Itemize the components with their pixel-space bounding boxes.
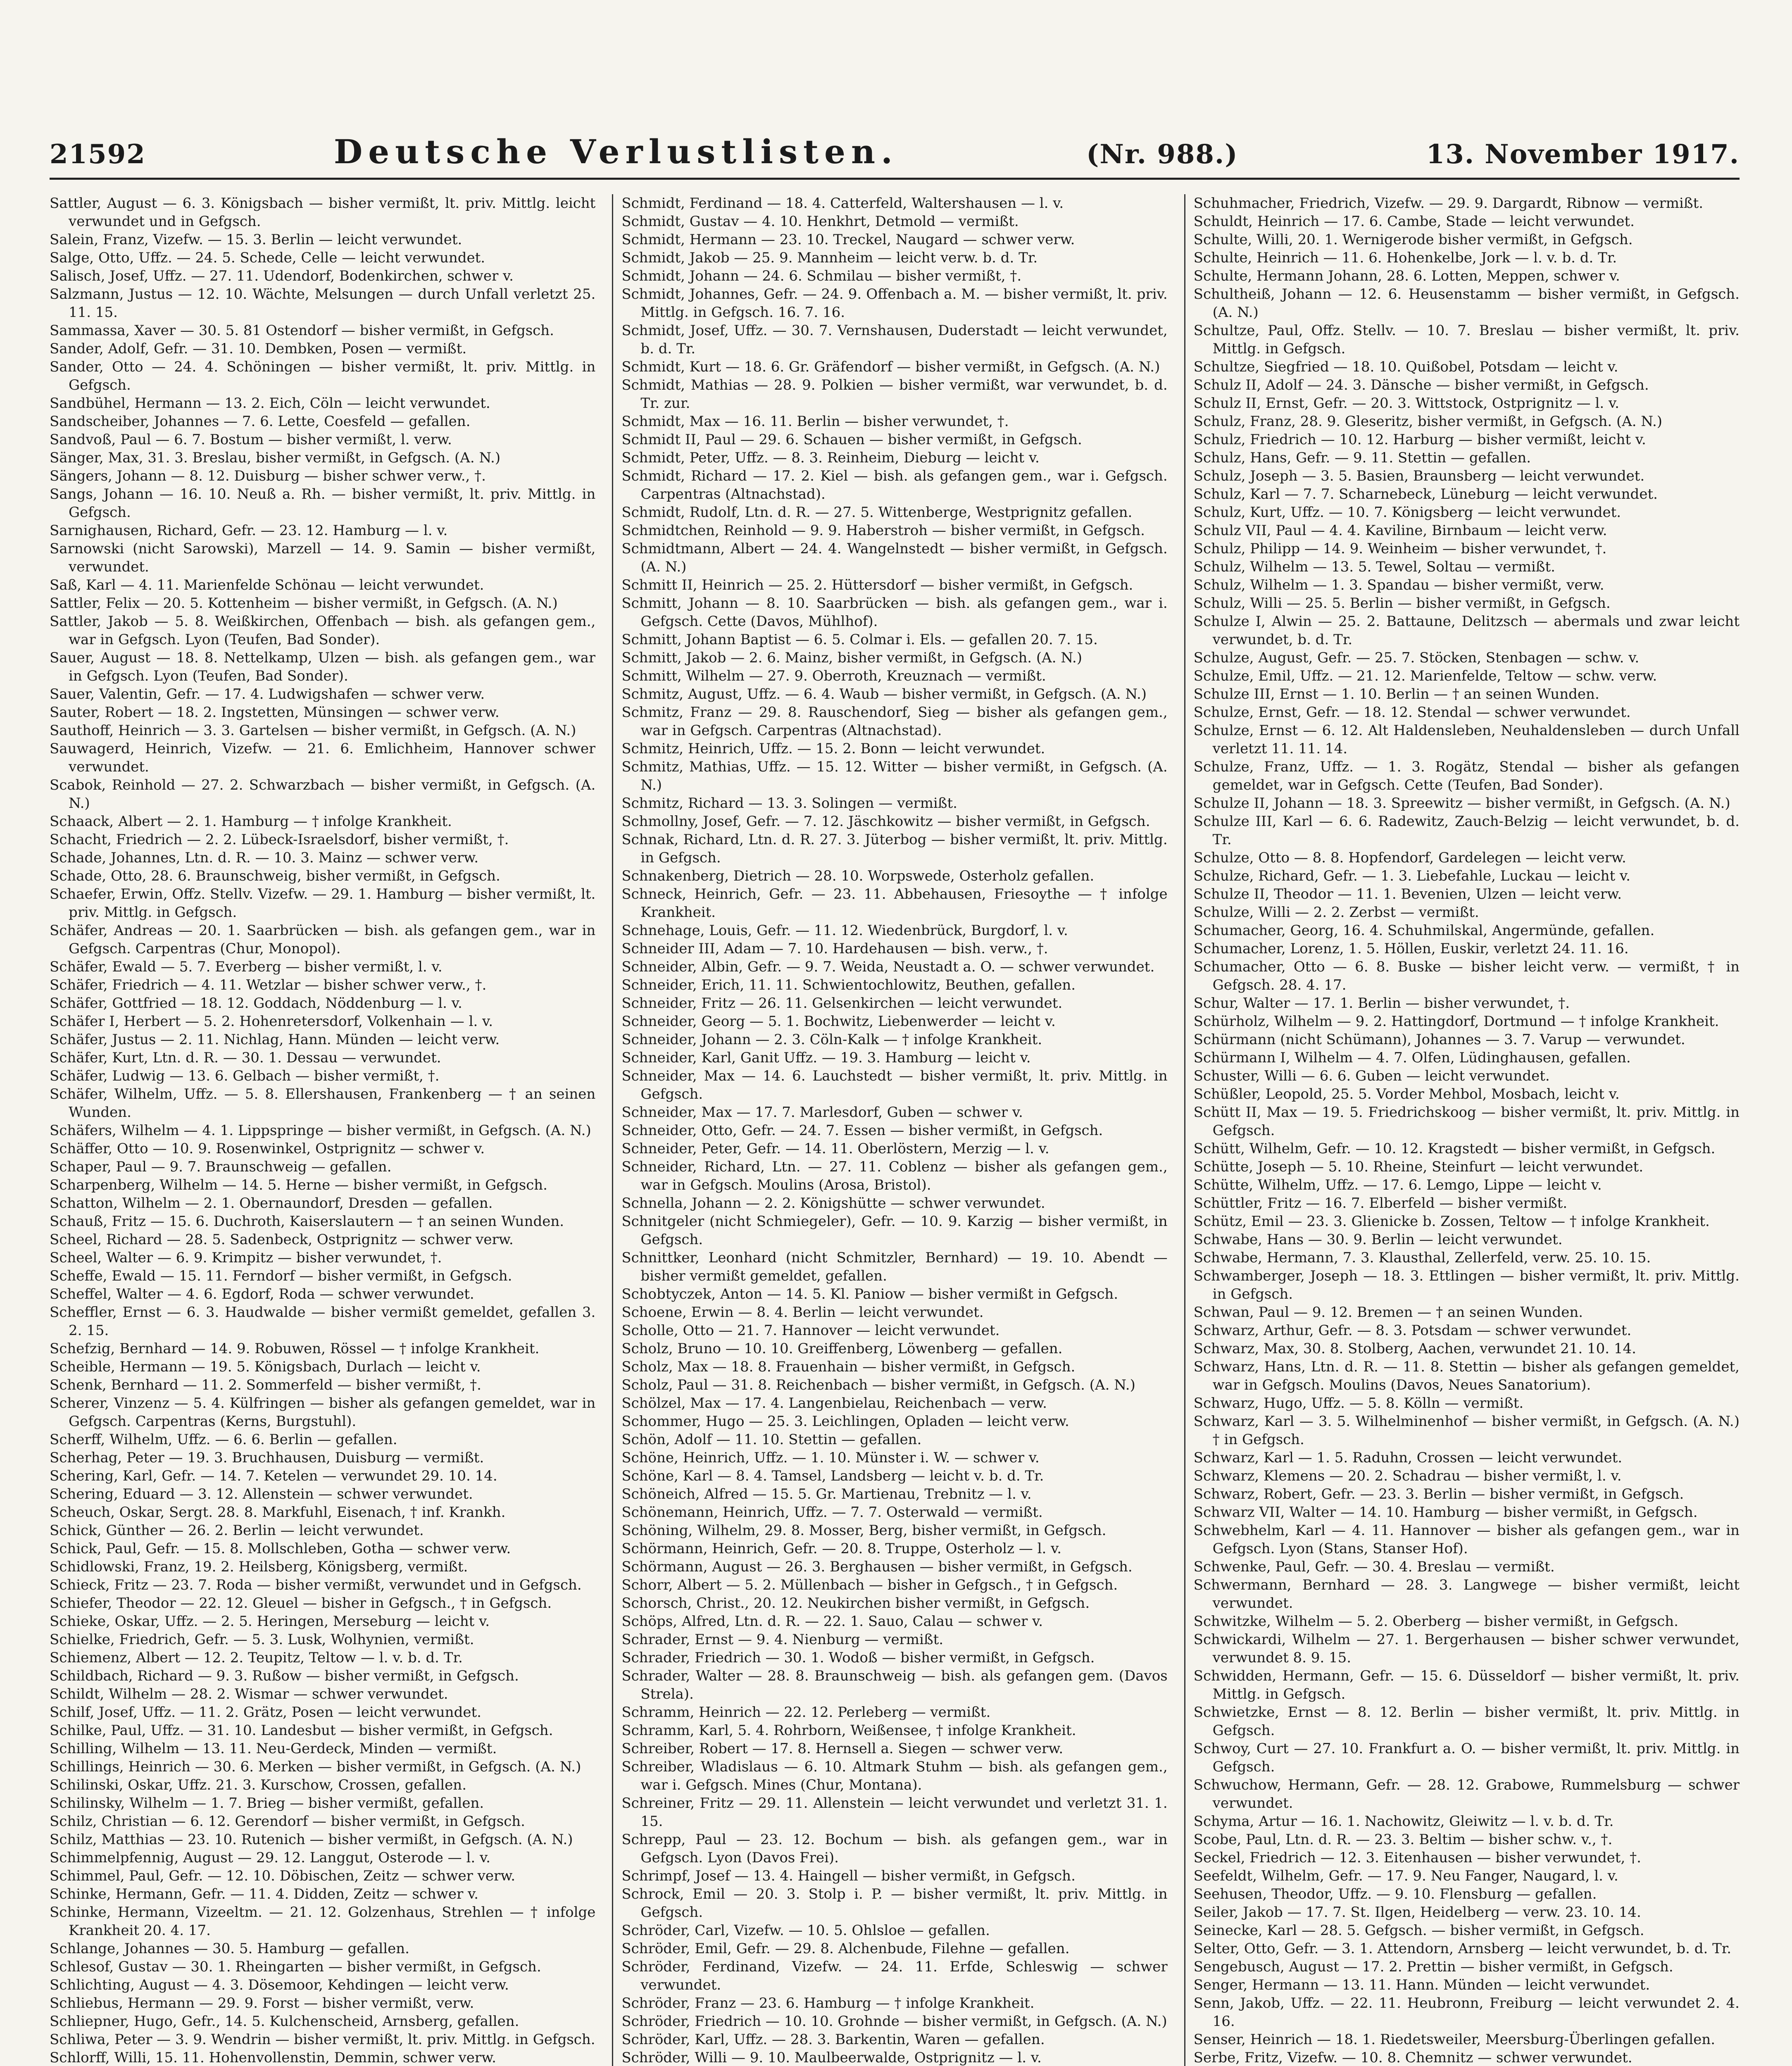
casualty-entry: Schrepp, Paul — 23. 12. Bochum — bish. als gefangen gem., war in Gefgsch. Lyon (Davos Frei). (621, 1831, 1168, 1866)
page-header (50, 132, 1740, 180)
casualty-entry: Scheible, Hermann — 19. 5. Königsbach, Durlach — leicht v. (50, 1359, 481, 1375)
casualty-entry: Schulze, Richard, Gefr. — 1. 3. Liebefahle, Luckau — leicht v. (1193, 868, 1630, 884)
casualty-entry: Schürmann (nicht Schümann), Johannes — 3. 7. Varup — verwundet. (1193, 1031, 1685, 1048)
casualty-entry: Schneider, Karl, Ganit Uffz. — 19. 3. Hamburg — leicht v. (621, 1050, 1031, 1066)
casualty-entry: Schäfer, Ewald — 5. 7. Everberg — bisher vermißt, l. v. (50, 959, 443, 975)
casualty-entry: Schulte, Willi, 20. 1. Wernigerode bisher vermißt, in Gefgsch. (1193, 231, 1633, 248)
casualty-entry: Schramm, Heinrich — 22. 12. Perleberg — vermißt. (621, 1704, 991, 1721)
casualty-entry: Schulz VII, Paul — 4. 4. Kaviline, Birnbaum — leicht verw. (1193, 522, 1607, 539)
casualty-entry: Serbe, Fritz, Vizefw. — 10. 8. Chemnitz — schwer verwundet. (1193, 2049, 1633, 2066)
casualty-entry: Schwietzke, Ernst — 8. 12. Berlin — bisher vermißt, lt. priv. Mittlg. in Gefgsch. (1193, 1704, 1740, 1739)
casualty-entry: Schäffer, Otto — 10. 9. Rosenwinkel, Ostprignitz — schwer v. (50, 1140, 485, 1157)
casualty-entry: Schöps, Alfred, Ltn. d. R. — 22. 1. Sauo, Calau — schwer v. (621, 1613, 1043, 1630)
casualty-entry: Schnella, Johann — 2. 2. Königshütte — schwer verwundet. (621, 1195, 1045, 1212)
casualty-entry: Schnehage, Louis, Gefr. — 11. 12. Wiedenbrück, Burgdorf, l. v. (621, 922, 1068, 939)
casualty-entry: Schenk, Bernhard — 11. 2. Sommerfeld — bisher vermißt, †. (50, 1377, 481, 1393)
casualty-entry: Scholz, Bruno — 10. 10. Greiffenberg, Löwenberg — gefallen. (621, 1340, 1063, 1357)
casualty-entry: Salzmann, Justus — 12. 10. Wächte, Melsungen — durch Unfall verletzt 25. 11. 15. (50, 286, 596, 321)
casualty-entry: Schulze, Otto — 8. 8. Hopfendorf, Gardelegen — leicht verw. (1193, 850, 1626, 866)
casualty-entry: Schreiber, Robert — 17. 8. Hernsell a. Siegen — schwer verw. (621, 1740, 1064, 1757)
casualty-entry: Schur, Walter — 17. 1. Berlin — bisher verwundet, †. (1193, 995, 1570, 1012)
casualty-entry: Schüttler, Fritz — 16. 7. Elberfeld — bisher vermißt. (1193, 1195, 1568, 1212)
casualty-entry: Schommer, Hugo — 25. 3. Leichlingen, Opladen — leicht verw. (621, 1413, 1069, 1430)
casualty-entry: Schliwa, Peter — 3. 9. Wendrin — bisher vermißt, lt. priv. Mittlg. in Gefgsch. (50, 2031, 595, 2048)
casualty-entry: Schäfer, Kurt, Ltn. d. R. — 30. 1. Dessau — verwundet. (50, 1050, 441, 1066)
casualty-entry: Schmidt, Johann — 24. 6. Schmilau — bisher vermißt, †. (621, 268, 1022, 284)
casualty-entry: Schwarz, Klemens — 20. 2. Schadrau — bisher vermißt, l. v. (1193, 1468, 1622, 1484)
casualty-entry: Schneider, Fritz — 26. 11. Gelsenkirchen — leicht verwundet. (621, 995, 1063, 1012)
casualty-entry: Schulze, Emil, Uffz. — 21. 12. Marienfelde, Teltow — schw. verw. (1193, 668, 1657, 684)
casualty-entry: Schön, Adolf — 11. 10. Stettin — gefallen. (621, 1431, 922, 1448)
casualty-entry: Schiefer, Theodor — 22. 12. Gleuel — bisher in Gefgsch., † in Gefgsch. (50, 1595, 552, 1611)
casualty-entry: Schumacher, Georg, 16. 4. Schuhmilskal, Angermünde, gefallen. (1193, 922, 1655, 939)
casualty-entry: Schinke, Hermann, Vizeeltm. — 21. 12. Golzenhaus, Strehlen — † infolge Krankheit 20. 4. 17. (50, 1904, 596, 1939)
casualty-entry: Schaper, Paul — 9. 7. Braunschweig — gefallen. (50, 1159, 392, 1175)
casualty-entry: Sängers, Johann — 8. 12. Duisburg — bisher schwer verw., †. (50, 468, 486, 484)
casualty-entry: Schulze, Ernst, Gefr. — 18. 12. Stendal — schwer verwundet. (1193, 704, 1631, 721)
casualty-entry: Sandvoß, Paul — 6. 7. Bostum — bisher vermißt, l. verw. (50, 431, 452, 448)
casualty-entry: Schmitz, Heinrich, Uffz. — 15. 2. Bonn — leicht verwundet. (621, 740, 1045, 757)
casualty-entry: Schulz, Wilhelm — 1. 3. Spandau — bisher vermißt, verw. (1193, 577, 1604, 593)
casualty-entry: Schörmann, August — 26. 3. Berghausen — bisher vermißt, in Gefgsch. (621, 1559, 1133, 1575)
casualty-entry: Schnak, Richard, Ltn. d. R. 27. 3. Jüterbog — bisher vermißt, lt. priv. Mittlg. in Gefgsch. (621, 831, 1168, 866)
casualty-entry: Sattler, Jakob — 5. 8. Weißkirchen, Offenbach — bish. als gefangen gem., war in Gefgsch. Lyon (Teufen, Bad Sonder). (50, 613, 596, 648)
casualty-entry: Schyma, Artur — 16. 1. Nachowitz, Gleiwitz — l. v. b. d. Tr. (1193, 1813, 1614, 1830)
casualty-entry: Schilke, Paul, Uffz. — 31. 10. Landesbut — bisher vermißt, in Gefgsch. (50, 1722, 553, 1739)
casualty-entry: Schmitz, Richard — 13. 3. Solingen — vermißt. (621, 795, 957, 812)
casualty-entry: Schering, Karl, Gefr. — 14. 7. Ketelen — verwundet 29. 10. 14. (50, 1468, 497, 1484)
issue-number: (Nr. 988.) (1086, 139, 1238, 170)
casualty-entry: Schauß, Fritz — 15. 6. Duchroth, Kaiserslautern — † an seinen Wunden. (50, 1213, 564, 1230)
page-number: 21592 (50, 139, 146, 170)
casualty-entry: Seinecke, Karl — 28. 5. Gefgsch. — bisher vermißt, in Gefgsch. (1193, 1922, 1644, 1939)
casualty-entry: Schörmann, Heinrich, Gefr. — 20. 8. Truppe, Osterholz — l. v. (621, 1540, 1062, 1557)
casualty-entry: Schmitt, Wilhelm — 27. 9. Oberroth, Kreuznach — vermißt. (621, 668, 1046, 684)
casualty-entry: Schuster, Willi — 6. 6. Guben — leicht verwundet. (1193, 1068, 1550, 1084)
casualty-entry: Schick, Paul, Gefr. — 15. 8. Mollschleben, Gotha — schwer verw. (50, 1540, 511, 1557)
casualty-entry: Schrader, Walter — 28. 8. Braunschweig — bish. als gefangen gem. (Davos Strela). (621, 1668, 1168, 1702)
casualty-entry: Schwarz, Hans, Ltn. d. R. — 11. 8. Stettin — bisher als gefangen gemeldet, war in Gefgsch. Moulins (Davos, Neues Sanatorium). (1193, 1359, 1740, 1393)
casualty-entry: Schinke, Hermann, Gefr. — 11. 4. Didden, Zeitz — schwer v. (50, 1886, 478, 1902)
casualty-entry: Schulze II, Johann — 18. 3. Spreewitz — bisher vermißt, in Gefgsch. (A. N.) (1193, 795, 1730, 812)
casualty-entry: Senger, Hermann — 13. 11. Hann. Münden — leicht verwundet. (1193, 1977, 1650, 1993)
casualty-entry: Schramm, Karl, 5. 4. Rohrborn, Weißensee, † infolge Krankheit. (621, 1722, 1076, 1739)
casualty-entry: Schürmann I, Wilhelm — 4. 7. Olfen, Lüdinghausen, gefallen. (1193, 1050, 1631, 1066)
casualty-entry: Selter, Otto, Gefr. — 3. 1. Attendorn, Arnsberg — leicht verwundet, b. d. Tr. (1193, 1940, 1732, 1957)
casualty-entry: Schulze, Franz, Uffz. — 1. 3. Rogätz, Stendal — bisher als gefangen gemeldet, war in Gefgsch. Cette (Teufen, Bad Sonder). (1193, 759, 1740, 793)
casualty-entry: Schwarz, Karl — 1. 5. Raduhn, Crossen — leicht verwundet. (1193, 1450, 1623, 1466)
casualty-entry: Schulze, Willi — 2. 2. Zerbst — vermißt. (1193, 904, 1479, 921)
casualty-entry: Schatton, Wilhelm — 2. 1. Obernaundorf, Dresden — gefallen. (50, 1195, 493, 1212)
casualty-entry: Schäfers, Wilhelm — 4. 1. Lippspringe — bisher vermißt, in Gefgsch. (A. N.) (50, 1122, 591, 1139)
casualty-entry: Schulte, Hermann Johann, 28. 6. Lotten, Meppen, schwer v. (1193, 268, 1620, 284)
casualty-entry: Schorsch, Christ., 20. 12. Neukirchen bisher vermißt, in Gefgsch. (621, 1595, 1090, 1611)
publication-title: Deutsche Verlustlisten. (333, 132, 898, 171)
casualty-entry: Schölzel, Max — 17. 4. Langenbielau, Reichenbach — verw. (621, 1395, 1047, 1411)
casualty-entry: Schildbach, Richard — 9. 3. Rußow — bisher vermißt, in Gefgsch. (50, 1668, 519, 1684)
casualty-entry: Scheffe, Ewald — 15. 11. Ferndorf — bisher vermißt, in Gefgsch. (50, 1268, 512, 1284)
column-left (50, 194, 595, 2066)
casualty-entry: Schumacher, Lorenz, 1. 5. Höllen, Euskir, verletzt 24. 11. 16. (1193, 940, 1629, 957)
casualty-entry: Scharpenberg, Wilhelm — 14. 5. Herne — bisher vermißt, in Gefgsch. (50, 1177, 547, 1193)
casualty-entry: Schulz, Franz, 28. 9. Gleseritz, bisher vermißt, in Gefgsch. (A. N.) (1193, 413, 1663, 430)
casualty-entry: Schmitz, Mathias, Uffz. — 15. 12. Witter — bisher vermißt, in Gefgsch. (A. N.) (621, 759, 1168, 793)
casualty-entry: Schütt, Wilhelm, Gefr. — 10. 12. Kragstedt — bisher vermißt, in Gefgsch. (1193, 1140, 1716, 1157)
casualty-entry: Schwebhelm, Karl — 4. 11. Hannover — bisher als gefangen gem., war in Gefgsch. Lyon (Stans, Stanser Hof). (1193, 1522, 1740, 1557)
casualty-entry: Scheffel, Walter — 4. 6. Egdorf, Roda — schwer verwundet. (50, 1286, 474, 1302)
casualty-entry: Schröder, Carl, Vizefw. — 10. 5. Ohlsloe — gefallen. (621, 1922, 990, 1939)
casualty-entry: Schumacher, Otto — 6. 8. Buske — bisher leicht verw. — vermißt, † in Gefgsch. 28. 4. 17. (1193, 959, 1740, 993)
casualty-entry: Schäfer, Andreas — 20. 1. Saarbrücken — bish. als gefangen gem., war in Gefgsch. Carpentras (Chur, Monopol). (50, 922, 596, 957)
casualty-entry: Schmollny, Josef, Gefr. — 7. 12. Jäschkowitz — bisher vermißt, in Gefgsch. (621, 813, 1150, 830)
casualty-entry: Schneider, Albin, Gefr. — 9. 7. Weida, Neustadt a. O. — schwer verwundet. (621, 959, 1155, 975)
casualty-entry: Schmitt, Johann — 8. 10. Saarbrücken — bish. als gefangen gem., war i. Gefgsch. Cette (Davos, Mühlhof). (621, 595, 1168, 630)
casualty-entry: Schulze, Ernst — 6. 12. Alt Haldensleben, Neuhaldensleben — durch Unfall verletzt 11. 11. 14. (1193, 722, 1740, 757)
casualty-entry: Schüßler, Leopold, 25. 5. Vorder Mehbol, Mosbach, leicht v. (1193, 1086, 1620, 1102)
casualty-entry: Seckel, Friedrich — 12. 3. Eitenhausen — bisher verwundet, †. (1193, 1849, 1641, 1866)
casualty-entry: Schilling, Wilhelm — 13. 11. Neu-Gerdeck, Minden — vermißt. (50, 1740, 497, 1757)
casualty-entry: Sarnighausen, Richard, Gefr. — 23. 12. Hamburg — l. v. (50, 522, 448, 539)
casualty-entry: Schering, Eduard — 3. 12. Allenstein — schwer verwundet. (50, 1486, 473, 1502)
casualty-entry: Schultheiß, Johann — 12. 6. Heusenstamm — bisher vermißt, in Gefgsch. (A. N.) (1193, 286, 1740, 321)
casualty-entry: Scobe, Paul, Ltn. d. R. — 23. 3. Beltim — bisher schw. v., †. (1193, 1831, 1613, 1848)
casualty-entry: Schwickardi, Wilhelm — 27. 1. Bergerhausen — bisher schwer verwundet, verwundet 8. 9. 15. (1193, 1631, 1740, 1666)
casualty-entry: Schröder, Friedrich — 10. 10. Grohnde — bisher vermißt, in Gefgsch. (A. N.) (621, 2013, 1167, 2030)
casualty-entry: Schmidt, Mathias — 28. 9. Polkien — bisher vermißt, war verwundet, b. d. Tr. zur. (621, 377, 1168, 412)
casualty-entry: Schwidden, Hermann, Gefr. — 15. 6. Düsseldorf — bisher vermißt, lt. priv. Mittlg. in Gefgsch. (1193, 1668, 1740, 1702)
casualty-entry: Salge, Otto, Uffz. — 24. 5. Schede, Celle — leicht verwundet. (50, 250, 485, 266)
casualty-entry: Schwuchow, Hermann, Gefr. — 28. 12. Grabowe, Rummelsburg — schwer verwundet. (1193, 1777, 1740, 1811)
casualty-entry: Schwermann, Bernhard — 28. 3. Langwege — bisher vermißt, leicht verwundet. (1193, 1577, 1740, 1611)
casualty-entry: Schöning, Wilhelm, 29. 8. Mosser, Berg, bisher vermißt, in Gefgsch. (621, 1522, 1107, 1539)
casualty-entry: Schefzig, Bernhard — 14. 9. Robuwen, Rössel — † infolge Krankheit. (50, 1340, 540, 1357)
casualty-entry: Schöneich, Alfred — 15. 5. Gr. Martienau, Trebnitz — l. v. (621, 1486, 1032, 1502)
casualty-entry: Schnittker, Leonhard (nicht Schmitzler, Bernhard) — 19. 10. Abendt — bisher vermißt gemeldet, gefallen. (621, 1250, 1168, 1284)
casualty-entry: Schwenke, Paul, Gefr. — 30. 4. Breslau — vermißt. (1193, 1559, 1555, 1575)
casualty-entry: Salein, Franz, Vizefw. — 15. 3. Berlin — leicht verwundet. (50, 231, 462, 248)
casualty-entry: Schrader, Ernst — 9. 4. Nienburg — vermißt. (621, 1631, 944, 1648)
casualty-entry: Schade, Johannes, Ltn. d. R. — 10. 3. Mainz — schwer verw. (50, 850, 479, 866)
casualty-entry: Schilinsky, Wilhelm — 1. 7. Brieg — bisher vermißt, gefallen. (50, 1795, 484, 1811)
casualty-entry: Schilz, Christian — 6. 12. Gerendorf — bisher vermißt, in Gefgsch. (50, 1813, 525, 1830)
casualty-entry: Sandscheiber, Johannes — 7. 6. Lette, Coesfeld — gefallen. (50, 413, 471, 430)
casualty-entry: Schmidt, Hermann — 23. 10. Treckel, Naugard — schwer verw. (621, 231, 1075, 248)
casualty-entry: Schuhmacher, Friedrich, Vizefw. — 29. 9. Dargardt, Ribnow — vermißt. (1193, 195, 1704, 212)
casualty-entry: Senser, Heinrich — 18. 1. Riedetsweiler, Meersburg-Überlingen gefallen. (1193, 2031, 1716, 2048)
casualty-entry: Schneider, Peter, Gefr. — 14. 11. Oberlöstern, Merzig — l. v. (621, 1140, 1049, 1157)
casualty-entry: Schulze II, Theodor — 11. 1. Bevenien, Ulzen — leicht verw. (1193, 886, 1622, 902)
casualty-entry: Schiemenz, Albert — 12. 2. Teupitz, Teltow — l. v. b. d. Tr. (50, 1649, 463, 1666)
casualty-entry: Schröder, Ferdinand, Vizefw. — 24. 11. Erfde, Schleswig — schwer verwundet. (621, 1959, 1168, 1993)
casualty-entry: Schütte, Joseph — 5. 10. Rheine, Steinfurt — leicht verwundet. (1193, 1159, 1644, 1175)
casualty-entry: Sauter, Robert — 18. 2. Ingstetten, Münsingen — schwer verw. (50, 704, 500, 721)
casualty-entry: Schneider, Max — 17. 7. Marlesdorf, Guben — schwer v. (621, 1104, 1023, 1121)
casualty-entry: Schöne, Karl — 8. 4. Tamsel, Landsberg — leicht v. b. d. Tr. (621, 1468, 1044, 1484)
casualty-entry: Schultze, Siegfried — 18. 10. Quißobel, Potsdam — leicht v. (1193, 359, 1618, 375)
column-middle (612, 194, 1167, 2066)
casualty-entry: Schröder, Karl, Uffz. — 28. 3. Barkentin, Waren — gefallen. (621, 2031, 1045, 2048)
casualty-entry: Schmitt, Johann Baptist — 6. 5. Colmar i. Els. — gefallen 20. 7. 15. (621, 631, 1098, 648)
casualty-entry: Sammassa, Xaver — 30. 5. 81 Ostendorf — bisher vermißt, in Gefgsch. (50, 322, 554, 339)
casualty-entry: Saß, Karl — 4. 11. Marienfelde Schönau — leicht verwundet. (50, 577, 484, 593)
casualty-entry: Scherff, Wilhelm, Uffz. — 6. 6. Berlin — gefallen. (50, 1431, 397, 1448)
casualty-entry: Schrock, Emil — 20. 3. Stolp i. P. — bisher vermißt, lt. priv. Mittlg. in Gefgsch. (621, 1886, 1168, 1921)
casualty-entry: Sauer, Valentin, Gefr. — 17. 4. Ludwigshafen — schwer verw. (50, 686, 485, 702)
casualty-entry: Schlange, Johannes — 30. 5. Hamburg — gefallen. (50, 1940, 409, 1957)
casualty-entry: Sengebusch, August — 17. 2. Prettin — bisher vermißt, in Gefgsch. (1193, 1959, 1673, 1975)
casualty-entry: Sauwagerd, Heinrich, Vizefw. — 21. 6. Emlichheim, Hannover schwer verwundet. (50, 740, 596, 775)
casualty-entry: Schmidt, Gustav — 4. 10. Henkhrt, Detmold — vermißt. (621, 213, 1019, 230)
casualty-entry: Schrader, Friedrich — 30. 1. Wodoß — bisher vermißt, in Gefgsch. (621, 1649, 1095, 1666)
casualty-entry: Schaefer, Erwin, Offz. Stellv. Vizefw. — 29. 1. Hamburg — bisher vermißt, lt. priv. Mittlg. in Gefgsch. (50, 886, 596, 921)
casualty-entry: Schröder, Emil, Gefr. — 29. 8. Alchenbude, Filehne — gefallen. (621, 1940, 1070, 1957)
casualty-entry: Scherhag, Peter — 19. 3. Bruchhausen, Duisburg — vermißt. (50, 1450, 484, 1466)
casualty-entry: Schieke, Oskar, Uffz. — 2. 5. Heringen, Merseburg — leicht v. (50, 1613, 490, 1630)
casualty-entry: Schöne, Heinrich, Uffz. — 1. 10. Münster i. W. — schwer v. (621, 1450, 1040, 1466)
casualty-entry: Scabok, Reinhold — 27. 2. Schwarzbach — bisher vermißt, in Gefgsch. (A. N.) (50, 777, 596, 812)
casualty-entry: Schulz, Willi — 25. 5. Berlin — bisher vermißt, in Gefgsch. (1193, 595, 1611, 612)
casualty-entry: Sander, Otto — 24. 4. Schöningen — bisher vermißt, lt. priv. Mittlg. in Gefgsch. (50, 359, 596, 393)
casualty-entry: Schulz, Wilhelm — 13. 5. Tewel, Soltau — vermißt. (1193, 559, 1555, 575)
casualty-entry: Scholle, Otto — 21. 7. Hannover — leicht verwundet. (621, 1322, 1000, 1339)
casualty-entry: Scheel, Richard — 28. 5. Sadenbeck, Ostprignitz — schwer verw. (50, 1231, 514, 1248)
casualty-entry: Schliebus, Hermann — 29. 9. Forst — bisher vermißt, verw. (50, 1995, 474, 2011)
casualty-entry: Sander, Adolf, Gefr. — 31. 10. Dembken, Posen — vermißt. (50, 340, 467, 357)
casualty-entry: Schönemann, Heinrich, Uffz. — 7. 7. Osterwald — vermißt. (621, 1504, 1043, 1521)
casualty-entry: Schneider, Richard, Ltn. — 27. 11. Coblenz — bisher als gefangen gem., war in Gefgsch. Moulins (Arosa, Bristol). (621, 1159, 1168, 1193)
casualty-entry: Schäfer, Wilhelm, Uffz. — 5. 8. Ellershausen, Frankenberg — † an seinen Wunden. (50, 1086, 596, 1121)
casualty-entry: Schlichting, August — 4. 3. Dösemoor, Kehdingen — leicht verw. (50, 1977, 509, 1993)
casualty-entry: Schmitz, August, Uffz. — 6. 4. Waub — bisher vermißt, in Gefgsch. (A. N.) (621, 686, 1147, 702)
casualty-entry: Schlorff, Willi, 15. 11. Hohenvollenstin, Demmin, schwer verw. (50, 2049, 496, 2066)
casualty-entry: Schulz, Hans, Gefr. — 9. 11. Stettin — gefallen. (1193, 450, 1531, 466)
casualty-entry: Sattler, August — 6. 3. Königsbach — bisher vermißt, lt. priv. Mittlg. leicht verwundet und in Gefgsch. (50, 195, 596, 230)
casualty-entry: Schulz, Friedrich — 10. 12. Harburg — bisher vermißt, leicht v. (1193, 431, 1646, 448)
casualty-entry: Schoene, Erwin — 8. 4. Berlin — leicht verwundet. (621, 1304, 984, 1321)
casualty-entry: Schulz, Karl — 7. 7. Scharnebeck, Lüneburg — leicht verwundet. (1193, 486, 1658, 502)
casualty-entry: Seefeldt, Wilhelm, Gefr. — 17. 9. Neu Fanger, Naugard, l. v. (1193, 1868, 1618, 1884)
casualty-entry: Sarnowski (nicht Sarowski), Marzell — 14. 9. Samin — bisher vermißt, verwundet. (50, 540, 596, 575)
casualty-entry: Schmidt, Max — 16. 11. Berlin — bisher verwundet, †. (621, 413, 1009, 430)
casualty-entry: Schulz, Kurt, Uffz. — 10. 7. Königsberg — leicht verwundet. (1193, 504, 1621, 521)
casualty-entry: Sauthoff, Heinrich — 3. 3. Gartelsen — bisher vermißt, in Gefgsch. (A. N.) (50, 722, 576, 739)
casualty-entry: Schaack, Albert — 2. 1. Hamburg — † infolge Krankheit. (50, 813, 452, 830)
casualty-entry: Scherer, Vinzenz — 5. 4. Külfringen — bisher als gefangen gemeldet, war in Gefgsch. Carpentras (Kerns, Burgstuhl). (50, 1395, 596, 1430)
casualty-entry: Schneck, Heinrich, Gefr. — 23. 11. Abbehausen, Friesoythe — † infolge Krankheit. (621, 886, 1168, 921)
casualty-list (50, 194, 1740, 2066)
casualty-entry: Scholz, Max — 18. 8. Frauenhain — bisher vermißt, in Gefgsch. (621, 1359, 1076, 1375)
casualty-entry: Schade, Otto, 28. 6. Braunschweig, bisher vermißt, in Gefgsch. (50, 868, 500, 884)
casualty-entry: Schliepner, Hugo, Gefr., 14. 5. Kulchenscheid, Arnsberg, gefallen. (50, 2013, 519, 2030)
casualty-entry: Schnakenberg, Dietrich — 28. 10. Worpswede, Osterholz gefallen. (621, 868, 1095, 884)
casualty-entry: Sattler, Felix — 20. 5. Kottenheim — bisher vermißt, in Gefgsch. (A. N.) (50, 595, 558, 612)
casualty-entry: Schmidt, Rudolf, Ltn. d. R. — 27. 5. Wittenberge, Westprignitz gefallen. (621, 504, 1133, 521)
casualty-entry: Schulze I, Alwin — 25. 2. Battaune, Delitzsch — abermals und zwar leicht verwundet, b. d. Tr. (1193, 613, 1740, 648)
casualty-entry: Schilf, Josef, Uffz. — 11. 2. Grätz, Posen — leicht verwundet. (50, 1704, 481, 1721)
casualty-entry: Schäfer, Justus — 2. 11. Nichlag, Hann. Münden — leicht verw. (50, 1031, 500, 1048)
casualty-entry: Schütz, Emil — 23. 3. Glienicke b. Zossen, Teltow — † infolge Krankheit. (1193, 1213, 1710, 1230)
casualty-entry: Schwarz, Max, 30. 8. Stolberg, Aachen, verwundet 21. 10. 14. (1193, 1340, 1636, 1357)
casualty-entry: Schulte, Heinrich — 11. 6. Hohenkelbe, Jork — l. v. b. d. Tr. (1193, 250, 1617, 266)
casualty-entry: Scheffler, Ernst — 6. 3. Haudwalde — bisher vermißt gemeldet, gefallen 3. 2. 15. (50, 1304, 596, 1339)
casualty-entry: Schwoy, Curt — 27. 10. Frankfurt a. O. — bisher vermißt, lt. priv. Mittlg. in Gefgsch. (1193, 1740, 1740, 1775)
casualty-entry: Schorr, Albert — 5. 2. Müllenbach — bisher in Gefgsch., † in Gefgsch. (621, 1577, 1118, 1593)
casualty-entry: Sänger, Max, 31. 3. Breslau, bisher vermißt, in Gefgsch. (A. N.) (50, 450, 501, 466)
casualty-entry: Schacht, Friedrich — 2. 2. Lübeck-Israelsdorf, bisher vermißt, †. (50, 831, 509, 848)
casualty-entry: Schäfer, Gottfried — 18. 12. Goddach, Nöddenburg — l. v. (50, 995, 462, 1012)
casualty-entry: Schwarz, Robert, Gefr. — 23. 3. Berlin — bisher vermißt, in Gefgsch. (1193, 1486, 1684, 1502)
casualty-entry: Schildt, Wilhelm — 28. 2. Wismar — schwer verwundet. (50, 1686, 448, 1702)
casualty-entry: Schwarz, Karl — 3. 5. Wilhelminenhof — bisher vermißt, in Gefgsch. (A. N.) † in Gefgsch. (1193, 1413, 1740, 1448)
casualty-entry: Schieck, Fritz — 23. 7. Roda — bisher vermißt, verwundet und in Gefgsch. (50, 1577, 582, 1593)
casualty-entry: Schulz, Joseph — 3. 5. Basien, Braunsberg — leicht verwundet. (1193, 468, 1645, 484)
casualty-entry: Schröder, Franz — 23. 6. Hamburg — † infolge Krankheit. (621, 1995, 1035, 2011)
casualty-entry: Sangs, Johann — 16. 10. Neuß a. Rh. — bisher vermißt, lt. priv. Mittlg. in Gefgsch. (50, 486, 596, 521)
casualty-entry: Schmidt, Richard — 17. 2. Kiel — bish. als gefangen gem., war i. Gefgsch. Carpentras (Altnachstad). (621, 468, 1168, 502)
casualty-entry: Schneider, Otto, Gefr. — 24. 7. Essen — bisher vermißt, in Gefgsch. (621, 1122, 1103, 1139)
casualty-entry: Schultze, Paul, Offz. Stellv. — 10. 7. Breslau — bisher vermißt, lt. priv. Mittlg. in Gefgsch. (1193, 322, 1740, 357)
casualty-entry: Schilz, Matthias — 23. 10. Rutenich — bisher vermißt, in Gefgsch. (A. N.) (50, 1831, 573, 1848)
casualty-entry: Schwamberger, Joseph — 18. 3. Ettlingen — bisher vermißt, lt. priv. Mittlg. in Gefgsch. (1193, 1268, 1740, 1302)
casualty-entry: Schillings, Heinrich — 30. 6. Merken — bisher vermißt, in Gefgsch. (A. N.) (50, 1759, 581, 1775)
casualty-entry: Schulz, Philipp — 14. 9. Weinheim — bisher verwundet, †. (1193, 540, 1607, 557)
casualty-entry: Schwitzke, Wilhelm — 5. 2. Oberberg — bisher vermißt, in Gefgsch. (1193, 1613, 1678, 1630)
column-right (1184, 194, 1740, 2066)
casualty-entry: Schmidt, Josef, Uffz. — 30. 7. Vernshausen, Duderstadt — leicht verwundet, b. d. Tr. (621, 322, 1168, 357)
casualty-entry: Scheuch, Oskar, Sergt. 28. 8. Markfuhl, Eisenach, † inf. Krankh. (50, 1504, 506, 1521)
casualty-entry: Schmitz, Franz — 29. 8. Rauschendorf, Sieg — bisher als gefangen gem., war in Gefgsch. Carpentras (Altnachstad). (621, 704, 1168, 739)
casualty-entry: Schmidt, Kurt — 18. 6. Gr. Gräfendorf — bisher vermißt, in Gefgsch. (A. N.) (621, 359, 1160, 375)
casualty-entry: Schreiber, Wladislaus — 6. 10. Altmark Stuhm — bish. als gefangen gem., war i. Gefgsch. Mines (Chur, Montana). (621, 1759, 1168, 1793)
casualty-entry: Schäfer I, Herbert — 5. 2. Hohenretersdorf, Volkenhain — l. v. (50, 1013, 493, 1030)
casualty-entry: Schimmelpfennig, August — 29. 12. Langgut, Osterode — l. v. (50, 1849, 490, 1866)
casualty-entry: Scheel, Walter — 6. 9. Krimpitz — bisher verwundet, †. (50, 1250, 442, 1266)
casualty-entry: Schnitgeler (nicht Schmiegeler), Gefr. — 10. 9. Karzig — bisher vermißt, in Gefgsch. (621, 1213, 1168, 1248)
casualty-entry: Schmitt, Jakob — 2. 6. Mainz, bisher vermißt, in Gefgsch. (A. N.) (621, 650, 1082, 666)
casualty-entry: Seiler, Jakob — 17. 7. St. Ilgen, Heidelberg — verw. 23. 10. 14. (1193, 1904, 1641, 1921)
casualty-entry: Schwarz VII, Walter — 14. 10. Hamburg — bisher vermißt, in Gefgsch. (1193, 1504, 1698, 1521)
casualty-entry: Sauer, August — 18. 8. Nettelkamp, Ulzen — bish. als gefangen gem., war in Gefgsch. Lyon (Teufen, Bad Sonder). (50, 650, 596, 684)
casualty-entry: Schneider, Max — 14. 6. Lauchstedt — bisher vermißt, lt. priv. Mittlg. in Gefgsch. (621, 1068, 1168, 1102)
casualty-entry: Schmidt, Peter, Uffz. — 8. 3. Reinheim, Dieburg — leicht v. (621, 450, 1040, 466)
casualty-entry: Schneider, Johann — 2. 3. Cöln-Kalk — † infolge Krankheit. (621, 1031, 1042, 1048)
casualty-entry: Schmidtmann, Albert — 24. 4. Wangelnstedt — bisher vermißt, in Gefgsch. (A. N.) (621, 540, 1168, 575)
casualty-entry: Sandbühel, Hermann — 13. 2. Eich, Cöln — leicht verwundet. (50, 395, 490, 412)
casualty-entry: Schneider, Erich, 11. 11. Schwientochlowitz, Beuthen, gefallen. (621, 977, 1076, 993)
casualty-entry: Schulz II, Adolf — 24. 3. Dänsche — bisher vermißt, in Gefgsch. (1193, 377, 1649, 393)
casualty-entry: Schrimpf, Josef — 13. 4. Haingell — bisher vermißt, in Gefgsch. (621, 1868, 1076, 1884)
casualty-entry: Schürholz, Wilhelm — 9. 2. Hattingdorf, Dortmund — † infolge Krankheit. (1193, 1013, 1719, 1030)
casualty-entry: Schobtyczek, Anton — 14. 5. Kl. Paniow — bisher vermißt in Gefgsch. (621, 1286, 1119, 1302)
casualty-entry: Schulz II, Ernst, Gefr. — 20. 3. Wittstock, Ostprignitz — l. v. (1193, 395, 1619, 412)
casualty-entry: Schmitt II, Heinrich — 25. 2. Hüttersdorf — bisher vermißt, in Gefgsch. (621, 577, 1133, 593)
casualty-entry: Schröder, Willi — 9. 10. Maulbeerwalde, Ostprignitz — l. v. (621, 2049, 1042, 2066)
casualty-entry: Salisch, Josef, Uffz. — 27. 11. Udendorf, Bodenkirchen, schwer v. (50, 268, 514, 284)
casualty-entry: Schuldt, Heinrich — 17. 6. Cambe, Stade — leicht verwundet. (1193, 213, 1635, 230)
casualty-entry: Scholz, Paul — 31. 8. Reichenbach — bisher vermißt, in Gefgsch. (A. N.) (621, 1377, 1135, 1393)
casualty-entry: Schäfer, Friedrich — 4. 11. Wetzlar — bisher schwer verw., †. (50, 977, 487, 993)
casualty-entry: Schulze III, Ernst — 1. 10. Berlin — † an seinen Wunden. (1193, 686, 1599, 702)
casualty-entry: Schlesof, Gustav — 30. 1. Rheingarten — bisher vermißt, in Gefgsch. (50, 1959, 541, 1975)
issue-date: 13. November 1917. (1426, 139, 1740, 170)
casualty-entry: Schielke, Friedrich, Gefr. — 5. 3. Lusk, Wolhynien, vermißt. (50, 1631, 474, 1648)
casualty-entry: Schimmel, Paul, Gefr. — 12. 10. Döbischen, Zeitz — schwer verw. (50, 1868, 516, 1884)
casualty-entry: Schmidt, Johannes, Gefr. — 24. 9. Offenbach a. M. — bisher vermißt, lt. priv. Mittlg. in Gefgsch. 16. 7. 16. (621, 286, 1168, 321)
casualty-entry: Schwabe, Hans — 30. 9. Berlin — leicht verwundet. (1193, 1231, 1563, 1248)
casualty-entry: Schwarz, Arthur, Gefr. — 8. 3. Potsdam — schwer verwundet. (1193, 1322, 1632, 1339)
casualty-entry: Schmidt, Ferdinand — 18. 4. Catterfeld, Waltershausen — l. v. (621, 195, 1064, 212)
casualty-entry: Schreiner, Fritz — 29. 11. Allenstein — leicht verwundet und verletzt 31. 1. 15. (621, 1795, 1168, 1830)
casualty-entry: Schmidt II, Paul — 29. 6. Schauen — bisher vermißt, in Gefgsch. (621, 431, 1082, 448)
casualty-entry: Schick, Günther — 26. 2. Berlin — leicht verwundet. (50, 1522, 424, 1539)
casualty-entry: Schütt II, Max — 19. 5. Friedrichskoog — bisher vermißt, lt. priv. Mittlg. in Gefgsch. (1193, 1104, 1740, 1139)
casualty-entry: Schilinski, Oskar, Uffz. 21. 3. Kurschow, Crossen, gefallen. (50, 1777, 467, 1793)
casualty-entry: Schwan, Paul — 9. 12. Bremen — † an seinen Wunden. (1193, 1304, 1583, 1321)
casualty-entry: Schmidt, Jakob — 25. 9. Mannheim — leicht verw. b. d. Tr. (621, 250, 1038, 266)
casualty-entry: Schulze, August, Gefr. — 25. 7. Stöcken, Stenbagen — schw. v. (1193, 650, 1640, 666)
casualty-entry: Schwarz, Hugo, Uffz. — 5. 8. Kölln — vermißt. (1193, 1395, 1524, 1411)
casualty-entry: Senn, Jakob, Uffz. — 22. 11. Heubronn, Freiburg — leicht verwundet 2. 4. 16. (1193, 1995, 1740, 2030)
casualty-entry: Schneider III, Adam — 7. 10. Hardehausen — bish. verw., †. (621, 940, 1048, 957)
casualty-entry: Schulze III, Karl — 6. 6. Radewitz, Zauch-Belzig — leicht verwundet, b. d. Tr. (1193, 813, 1740, 848)
casualty-entry: Seehusen, Theodor, Uffz. — 9. 10. Flensburg — gefallen. (1193, 1886, 1597, 1902)
casualty-entry: Schäfer, Ludwig — 13. 6. Gelbach — bisher vermißt, †. (50, 1068, 440, 1084)
casualty-entry: Schmidtchen, Reinhold — 9. 9. Haberstroh — bisher vermißt, in Gefgsch. (621, 522, 1145, 539)
casualty-entry: Schütte, Wilhelm, Uffz. — 17. 6. Lemgo, Lippe — leicht v. (1193, 1177, 1602, 1193)
casualty-entry: Schidlowski, Franz, 19. 2. Heilsberg, Königsberg, vermißt. (50, 1559, 468, 1575)
casualty-entry: Schneider, Georg — 5. 1. Bochwitz, Liebenwerder — leicht v. (621, 1013, 1056, 1030)
casualty-entry: Schwabe, Hermann, 7. 3. Klausthal, Zellerfeld, verw. 25. 10. 15. (1193, 1250, 1651, 1266)
